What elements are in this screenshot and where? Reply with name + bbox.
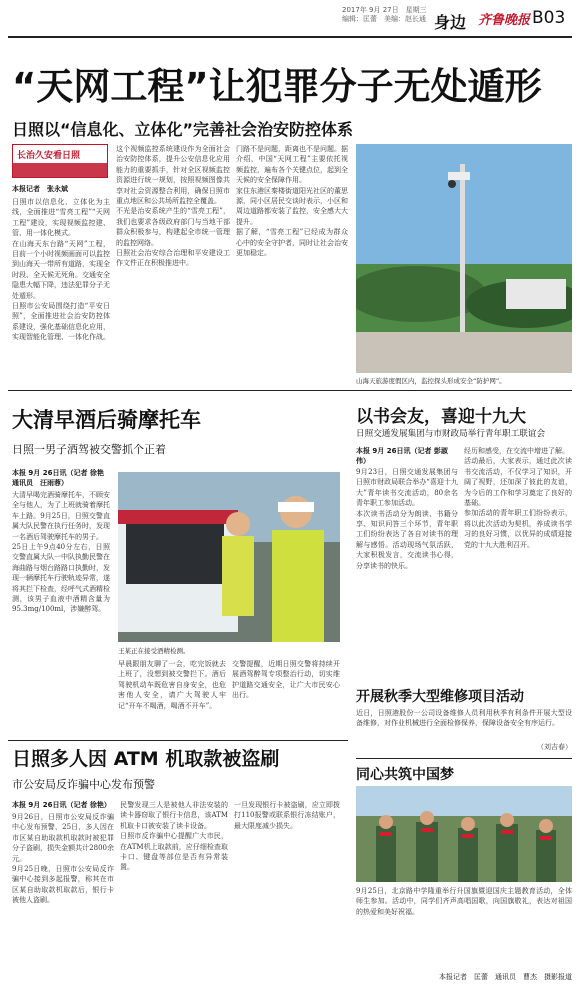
article6-body: 9月25日，北京路中学隆重举行升国旗暨迎国庆主题教育活动，全体师生参加。活动中，同学们齐声高唱国歌，向国旗敬礼，表达对祖国的热爱和美好祝福。 (356, 887, 572, 916)
article5-subhead: 市公安局反诈骗中心发布预警 (12, 778, 155, 791)
lead-column-2: 这个视频监控系统建设作为全面社会治安防控体系，提升公安信息化应用能力的重要抓手，针对全区视频监控资源进行统一规划，按照视频图像共享对社会资源整合利用，确保日照市重点地区和公共场所监控全覆盖。 不光是治安系统产生的“雪亮工程”，我们也要求各级政府部门与当地干部群众积极参与，构建起全市统一管理的监控网络。 日照社会治安综合治理和平安建设工作文件正在积极推进中。 (116, 145, 230, 268)
article6-byline: 本报记者 匡蕾 通讯员 曹杰 摄影报道 (439, 973, 572, 981)
masthead-date: 2017年 9月 27日 星期三 编辑：匡蕾 美编：赵长通 (342, 6, 427, 23)
article2-column-3: 交警提醒，近期日照交警将持续开展酒驾醉驾专项整治行动，切实维护道路交通安全，让广大市民安心出行。 (232, 660, 340, 700)
page-number: B03 (532, 8, 566, 28)
article2-byline: 本报 9月 26日讯（记者 徐艳 通讯员 汪雨蓉） (12, 469, 111, 487)
lead-subhead: 日照以“信息化、立体化”完善社会治安防控体系 (12, 120, 354, 139)
article5-headline: 日照多人因 ATM 机取款被盗刷 (12, 748, 280, 770)
lead-photo-caption: 山海天旅游度假区内，监控探头形成安全“防护网”。 (356, 377, 506, 385)
lead-headline: “天网工程”让犯罪分子无处遁形 (12, 65, 542, 108)
surveillance-photo (356, 144, 572, 373)
article5-column-3: 一旦发现银行卡被盗刷，应立即拨打110报警或联系银行冻结账户，最大限度减少损失。 (234, 801, 340, 830)
drunk-driving-photo (118, 472, 340, 642)
article3-column-1: 9月23日，日照交通发展集团与日照市财政局联合举办“喜迎十九大”青年读书交流活动，80余名青年职工参加活动。 本次读书活动分为朗读、书籍分享、知识问答三个环节，青年职工们纷纷表达了各自对读书的理解与感悟。活动现场气氛活跃，大家积极发言，交流读书心得，分享读书的快乐。 (356, 468, 458, 570)
article5-divider (8, 740, 348, 741)
article3-column-2: 经历和感受，在交流中增进了解。 活动最后，大家表示，通过此次读书交流活动，不仅学习了知识，开阔了视野，还加深了彼此的友谊，为今后的工作和学习奠定了良好的基础。 参加活动的青年职工们纷纷表示，将以此次活动为契机，养成读书学习的良好习惯，以优异的成绩迎接党的十九大胜利召开。 (464, 447, 572, 549)
section-divider (8, 390, 572, 391)
article2-column-2: 早晨跟朋友聊了一会，吃完饭就去上班了，没想到被交警拦下。酒后驾驶机动车既危害自身安全，也危害他人安全，请广大驾驶人牢记“开车不喝酒，喝酒不开车”。 (118, 660, 226, 710)
flag-ceremony-photo (356, 786, 572, 882)
article4-headline: 开展秋季大型维修项目活动 (356, 689, 524, 705)
article2-photo-caption: 王某正在接受酒精检测。 (118, 647, 190, 655)
article3-headline: 以书会友，喜迎十九大 (356, 407, 526, 427)
article4-signature: （刘吉春） (537, 743, 572, 751)
lead-column-1: 日照市以信息化、立体化为主线，全面推进“雪亮工程”“天网工程”建设，实现视频监控建、管、用一体化模式。 在山海天东台路“天网”工程，目前一个小时视频画面可以监控到山海天一带所有道路，实现全时段、全天候无死角。交通安全隐患大幅下降，违法犯罪分子无处遁形。 日照市公安局围绕打造“平安日照”，全面推进社会治安防控体系建设，强化基础信息化应用，实现智能化管理、一体化作战。 (12, 198, 110, 342)
article2-headline: 大清早酒后骑摩托车 (12, 408, 201, 432)
article2-subhead: 日照一男子酒驾被交警抓个正着 (12, 443, 166, 456)
lead-column-3: 门路不是问题，距离也不是问题。据介绍，中国“天网工程”主要依托视频监控，遍布各个关键点位，起到全天候的安全保障作用。 家住东港区秦楼街道阳光社区的董思源，同小区居民交谈时表示，小区和周边道路都安装了监控，安全感大大提升。 据了解，“雪亮工程”已经成为群众心中的安全守护者，同时让社会治安更加稳定。 (236, 145, 348, 258)
article5-column-1: 9月26日，日照市公安局反诈骗中心发布预警，25日，多人因在市区某自助取款机取款时被犯罪分子盗刷，损失金额共计2800余元。 9月25日晚，日照市公安局反诈骗中心接到多起报警，称其在市区某自助取款机取款后，银行卡被他人盗刷。 (12, 813, 114, 905)
masthead-rule (8, 36, 572, 38)
newspaper-logo: 齐鲁晚报 (478, 13, 531, 28)
article3-subhead: 日照交通发展集团与市财政局举行青年职工联谊会 (356, 429, 546, 439)
lead-byline: 本报记者 张永斌 (12, 185, 68, 193)
article4-body: 近日，日照港股份一公司设备维修人员利用秋季有利条件开展大型设备维修，对作业机械进行全面检修保养，保障设备安全有序运行。 (356, 709, 572, 728)
article2-column-1: 大清早喝完酒骑摩托车，不顾安全与他人，为了上班就骑着摩托车上路。9月25日，日照交警直属大队民警在执行任务时，发现一名酒后驾驶摩托车的男子。 25日上午9点40分左右，日照交警直属大队一中队执勤民警在海曲路与烟台路路口执勤时，发现一辆摩托车行驶轨迹异常，遂将其拦下检查，经呼气式酒精检测，该男子血液中酒精含量为95.3mg/100ml，涉嫌醉驾。 (12, 491, 110, 614)
article3-byline: 本报 9月 26日讯（记者 彭淑伟） (356, 447, 448, 465)
column-logo: 长治久安看日照 (12, 144, 108, 178)
article6-headline: 同心共筑中国梦 (356, 767, 454, 783)
article5-byline: 本报 9月 26日讯（记者 徐艳） (12, 801, 111, 809)
section-title: 身边 (434, 13, 467, 32)
article5-column-2: 民警发现三人是被他人非法安装的读卡器窃取了银行卡信息，该ATM机取卡口被安装了读卡设备。 日照市反诈骗中心提醒广大市民，在ATM机上取款前，应仔细检查取卡口、键盘等部位是否有异常装置。 (120, 801, 228, 872)
article6-divider (356, 758, 572, 759)
